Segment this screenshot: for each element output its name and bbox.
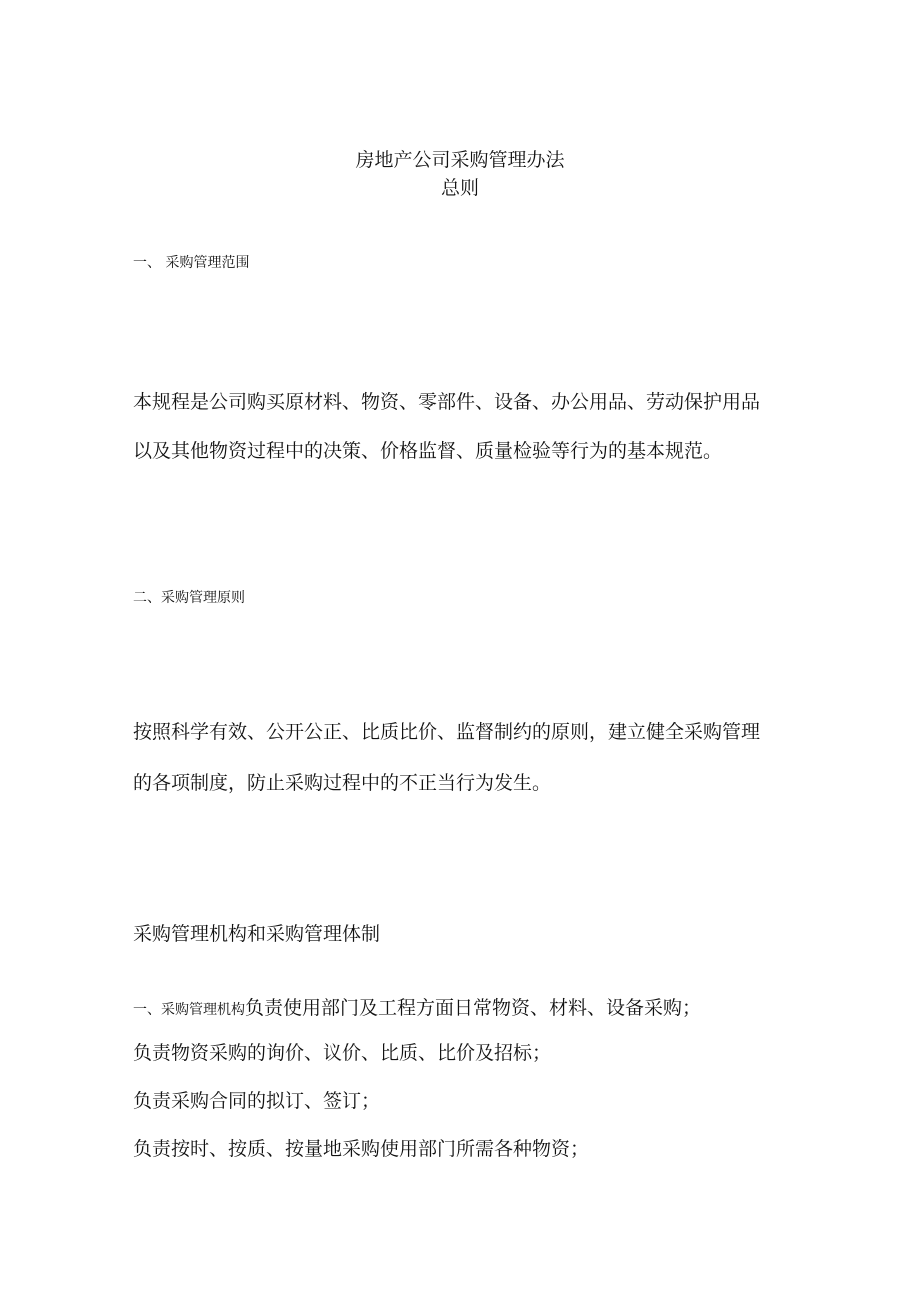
document-title: 房地产公司采购管理办法 [355, 149, 565, 171]
section2-heading: 二、采购管理原则 [133, 590, 245, 606]
document-subtitle: 总则 [440, 177, 479, 199]
section3-line-3: 负责按时、按质、按量地采购使用部门所需各种物资； [133, 1138, 590, 1160]
section2-line-1: 按照科学有效、公开公正、比质比价、监督制约的原则，建立健全采购管理 [133, 721, 761, 743]
section2-line-2: 的各项制度，防止采购过程中的不正当行为发生。 [133, 772, 552, 794]
section1-heading: 一、 采购管理范围 [133, 255, 250, 271]
section3-line-1: 负责物资采购的询价、议价、比质、比价及招标； [133, 1042, 552, 1064]
section3-item-1 [133, 995, 803, 1023]
section3-item-prefix: 一、采购管理机构 [133, 1002, 245, 1018]
section3-item-first-line: 负责使用部门及工程方面日常物资、材料、设备采购； [245, 997, 702, 1019]
section1-line-2: 以及其他物资过程中的决策、价格监督、质量检验等行为的基本规范。 [133, 440, 723, 462]
section3-heading: 采购管理机构和采购管理体制 [133, 923, 381, 945]
section1-line-1: 本规程是公司购买原材料、物资、零部件、设备、办公用品、劳动保护用品 [133, 391, 761, 413]
section3-line-2: 负责采购合同的拟订、签订； [133, 1090, 381, 1112]
